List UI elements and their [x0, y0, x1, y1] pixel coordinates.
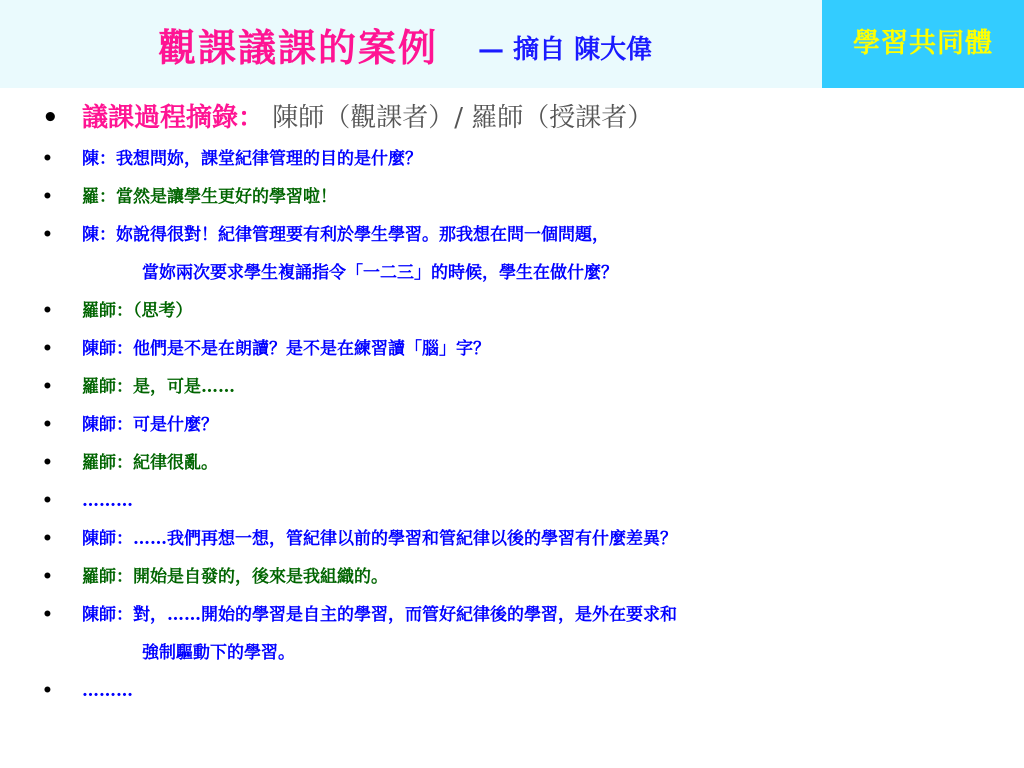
bullet-icon: • — [42, 567, 53, 587]
list-item-lead — [40, 96, 1000, 140]
line-text: 羅師：（思考） — [82, 301, 193, 321]
bullet-icon: • — [42, 491, 53, 511]
line-text: 羅：當然是讓學生更好的學習啦！ — [82, 187, 337, 207]
line-text: 陳師：他們是不是在朗讀？是不是在練習讀「腦」字？ — [82, 339, 490, 359]
list-item — [40, 672, 1000, 710]
bullet-icon: • — [42, 605, 53, 625]
list-item — [40, 216, 1000, 292]
list-item — [40, 520, 1000, 558]
list-item — [40, 140, 1000, 178]
line-text: ……… — [82, 681, 133, 701]
line-text: 羅師：紀律很亂。 — [82, 453, 218, 473]
bullet-icon: • — [42, 377, 53, 397]
dialogue-list — [40, 96, 1000, 710]
bullet-icon: • — [42, 529, 53, 549]
slide-title: 觀課議課的案例 — [158, 24, 439, 70]
line-continuation: 當妳兩次要求學生複誦指令「一二三」的時候，學生在做什麼？ — [142, 263, 618, 283]
line-text: 陳師：……我們再想一想，管紀律以前的學習和管紀律以後的學習有什麼差異？ — [82, 529, 677, 549]
list-item — [40, 596, 1000, 672]
lead-roles: 陳師（觀課者）/ 羅師（授課者） — [264, 103, 654, 133]
list-item — [40, 292, 1000, 330]
bullet-icon: • — [42, 339, 53, 359]
bullet-icon: • — [42, 681, 53, 701]
line-text: 羅師：開始是自發的，後來是我組織的。 — [82, 567, 388, 587]
slide-subtitle: — 摘自 陳大偉 — [478, 34, 653, 65]
list-item — [40, 444, 1000, 482]
bullet-icon: • — [42, 415, 53, 435]
lead-label: 議課過程摘錄： — [82, 103, 265, 133]
line-text: 陳師：對，……開始的學習是自主的學習，而管好紀律後的學習，是外在要求和 — [82, 605, 677, 625]
line-continuation: 強制驅動下的學習。 — [142, 643, 295, 663]
list-item — [40, 482, 1000, 520]
header-tag — [822, 0, 1024, 88]
list-item — [40, 178, 1000, 216]
list-item — [40, 558, 1000, 596]
line-text: 陳：妳說得很對！紀律管理要有利於學生學習。那我想在問一個問題， — [82, 225, 609, 245]
bullet-icon: • — [42, 225, 53, 245]
bullet-icon: • — [42, 301, 53, 321]
list-item — [40, 406, 1000, 444]
list-item — [40, 330, 1000, 368]
bullet-icon: • — [42, 453, 53, 473]
title-block — [158, 14, 652, 74]
bullet-icon: • — [42, 103, 59, 133]
line-text: 陳：我想問妳，課堂紀律管理的目的是什麼？ — [82, 149, 422, 169]
line-text: 羅師：是，可是…… — [82, 377, 235, 397]
list-item — [40, 368, 1000, 406]
bullet-icon: • — [42, 187, 53, 207]
line-text: ……… — [82, 491, 133, 511]
header-tag-label: 學習共同體 — [853, 27, 993, 59]
line-text: 陳師：可是什麼？ — [82, 415, 218, 435]
bullet-icon: • — [42, 149, 53, 169]
